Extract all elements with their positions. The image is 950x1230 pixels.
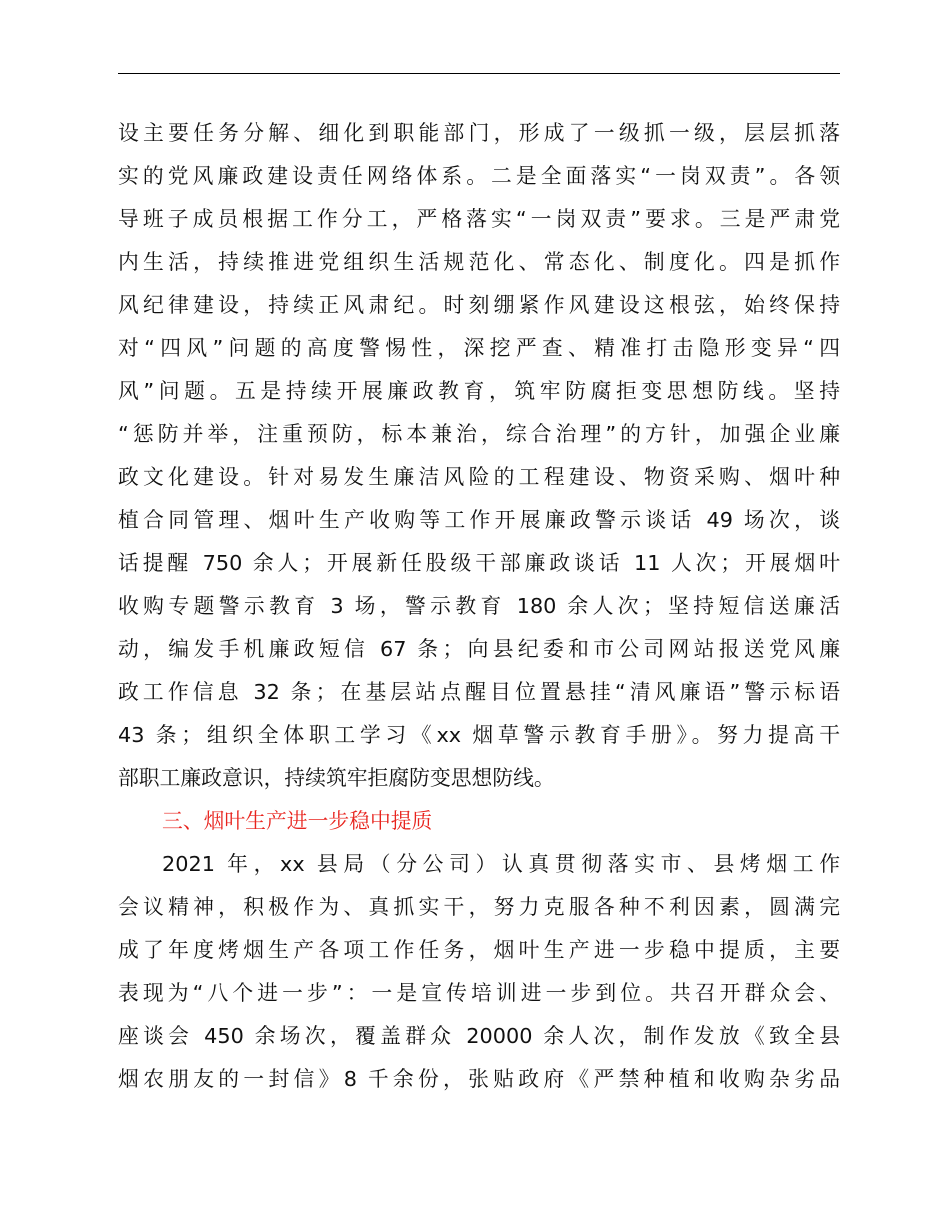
text-line: 风”问题。五是持续开展廉政教育，筑牢防腐拒变思想防线。坚持 bbox=[118, 379, 840, 403]
text-line: 设主要任务分解、细化到职能部门，形成了一级抓一级，层层抓落 bbox=[118, 121, 840, 145]
text-line: 风纪律建设，持续正风肃纪。时刻绷紧作风建设这根弦，始终保持 bbox=[118, 293, 840, 317]
section-heading: 三、烟叶生产进一步稳中提质 bbox=[162, 809, 433, 833]
text-line: 话提醒 750 余人；开展新任股级干部廉政谈话 11 人次；开展烟叶 bbox=[118, 551, 840, 575]
text-line: 对“四风”问题的高度警惕性，深挖严查、精准打击隐形变异“四 bbox=[118, 336, 840, 360]
text-line: 实的党风廉政建设责任网络体系。二是全面落实“一岗双责”。各领 bbox=[118, 164, 840, 188]
text-line: 部职工廉政意识，持续筑牢拒腐防变思想防线。 bbox=[118, 766, 555, 790]
text-line: 导班子成员根据工作分工，严格落实“一岗双责”要求。三是严肃党 bbox=[118, 207, 840, 231]
text-line: 植合同管理、烟叶生产收购等工作开展廉政警示谈话 49 场次，谈 bbox=[118, 508, 840, 532]
text-line: 收购专题警示教育 3 场，警示教育 180 余人次；坚持短信送廉活 bbox=[118, 594, 840, 618]
text-line: 内生活，持续推进党组织生活规范化、常态化、制度化。四是抓作 bbox=[118, 250, 840, 274]
text-line: 烟农朋友的一封信》8 千余份，张贴政府《严禁种植和收购杂劣品 bbox=[118, 1067, 840, 1091]
text-line: 动，编发手机廉政短信 67 条；向县纪委和市公司网站报送党风廉 bbox=[118, 637, 840, 661]
text-line: 会议精神，积极作为、真抓实干，努力克服各种不利因素，圆满完 bbox=[118, 895, 840, 919]
text-line: 政文化建设。针对易发生廉洁风险的工程建设、物资采购、烟叶种 bbox=[118, 465, 840, 489]
text-line: 座谈会 450 余场次，覆盖群众 20000 余人次，制作发放《致全县 bbox=[118, 1024, 840, 1048]
text-line: 政工作信息 32 条；在基层站点醒目位置悬挂“清风廉语”警示标语 bbox=[118, 680, 840, 704]
text-line: 成了年度烤烟生产各项工作任务，烟叶生产进一步稳中提质，主要 bbox=[118, 938, 840, 962]
paragraph-party-conduct bbox=[118, 112, 840, 800]
text-line: 表现为“八个进一步”：一是宣传培训进一步到位。共召开群众会、 bbox=[118, 981, 840, 1005]
header-rule bbox=[118, 73, 840, 74]
text-line: 43 条；组织全体职工学习《xx 烟草警示教育手册》。努力提高干 bbox=[118, 723, 840, 747]
document-body bbox=[118, 112, 840, 1101]
text-line: 2021 年，xx 县局（分公司）认真贯彻落实市、县烤烟工作 bbox=[162, 852, 840, 876]
paragraph-tobacco-production bbox=[118, 843, 840, 1101]
text-line: “惩防并举，注重预防，标本兼治，综合治理”的方针，加强企业廉 bbox=[118, 422, 840, 446]
